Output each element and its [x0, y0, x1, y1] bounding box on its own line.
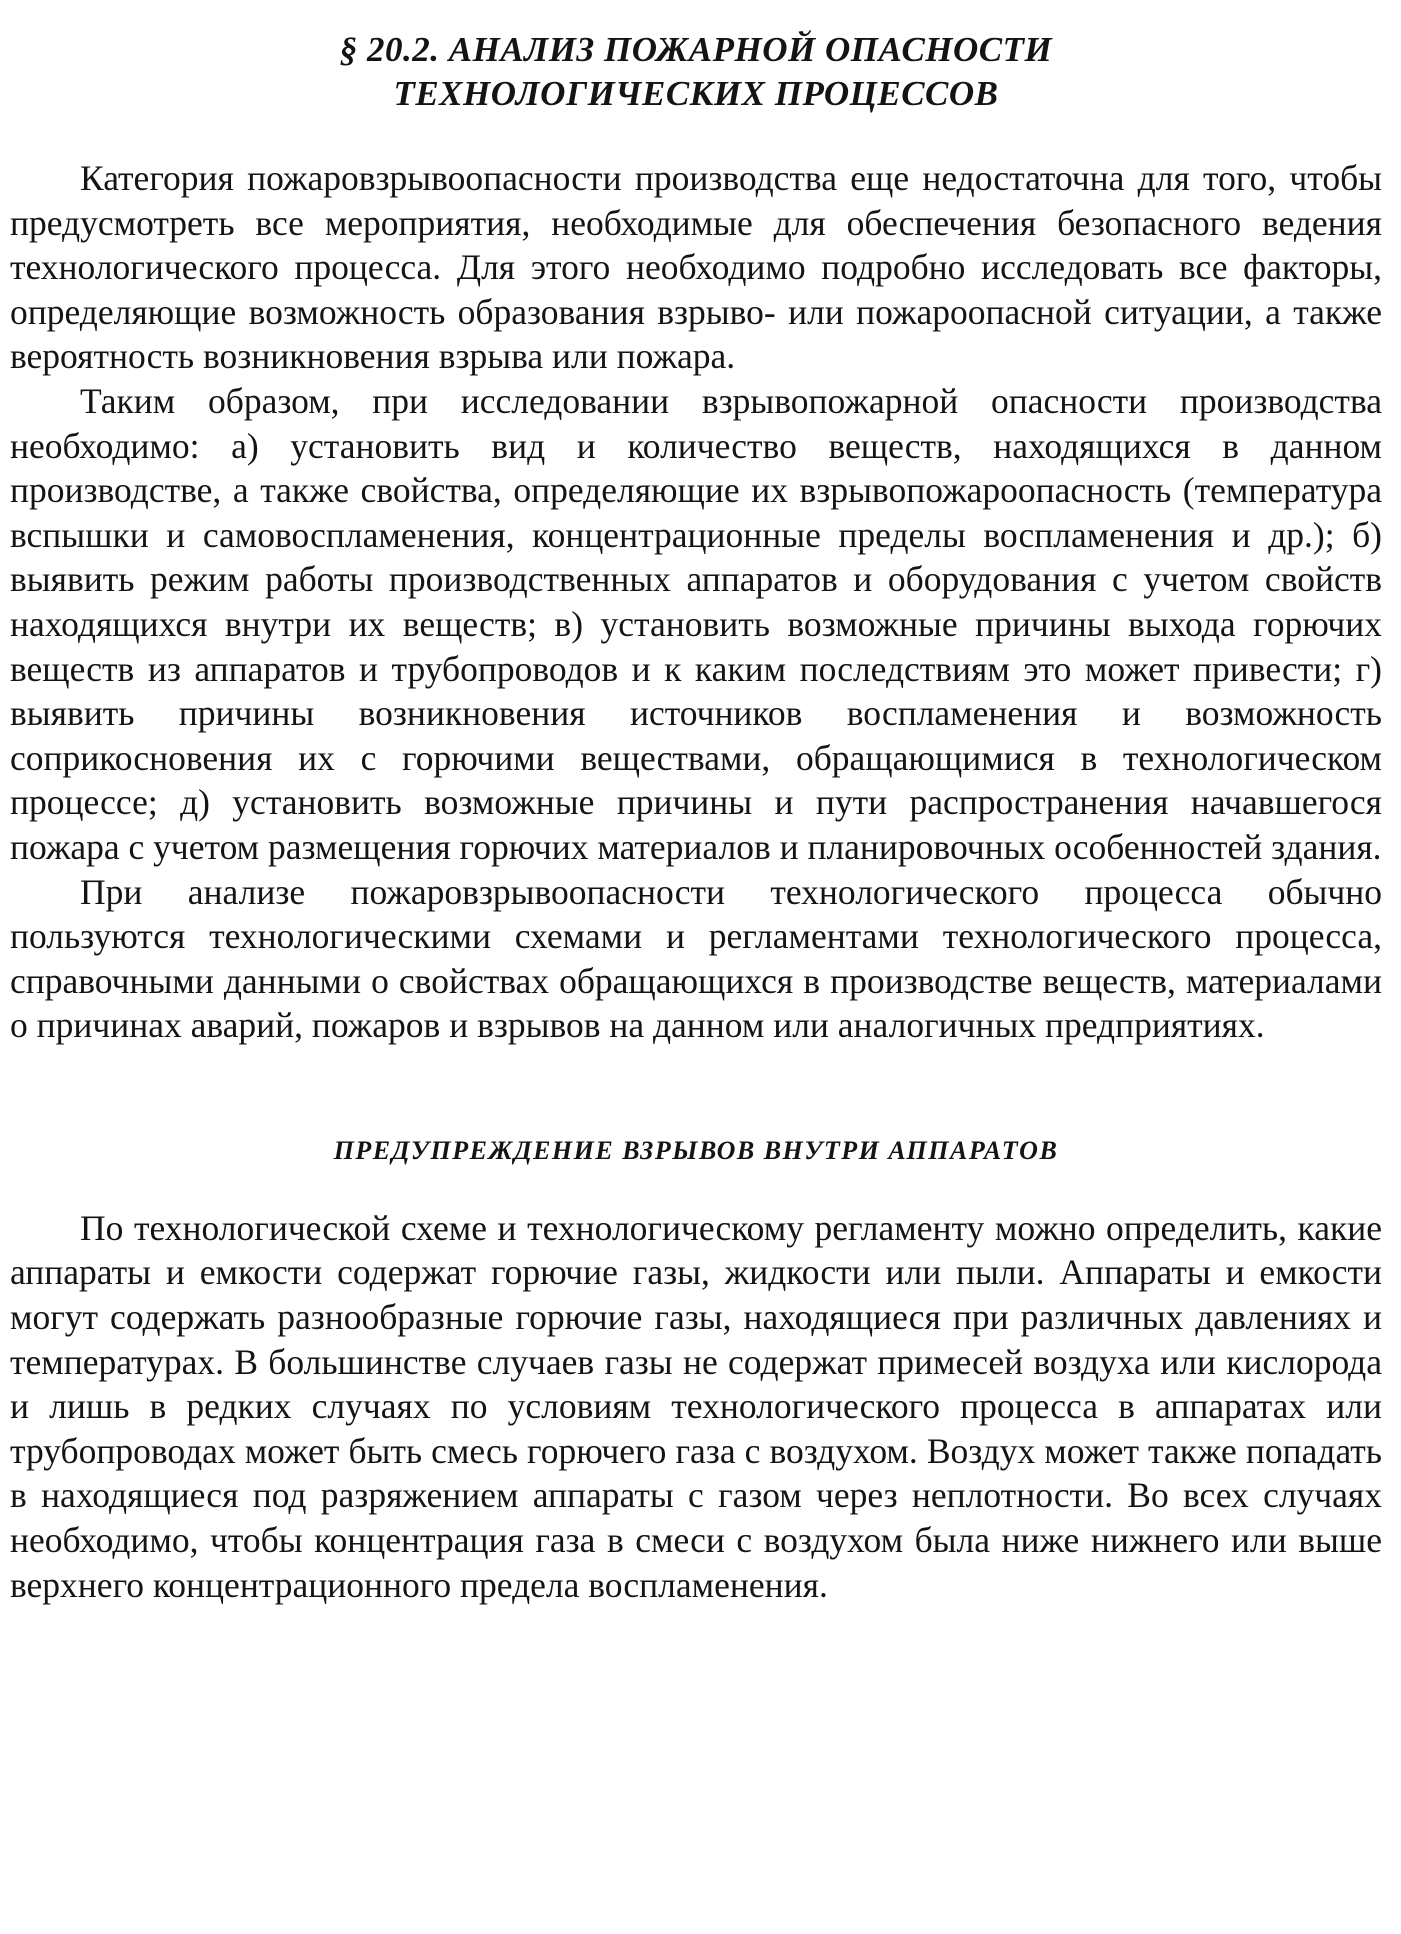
paragraph-1: Категория пожаровзрывоопасности производства еще недостаточна для того, чтобы предусмотреть все мероприятия, необходимые для обеспечения безопасного ведения технологического процесса. Для этого необходимо подробно исследовать все факторы, определяющие возможность образования взрыво- или пожароопасной ситуации, а также вероятность возникновения взрыва или пожара.: [10, 158, 1382, 377]
section-title: [10, 28, 1382, 116]
section-title-line-2: ТЕХНОЛОГИЧЕСКИХ ПРОЦЕССОВ: [393, 74, 999, 113]
paragraph-3: При анализе пожаровзрывоопасности технологического процесса обычно пользуются технологическими схемами и регламентами технологического процесса, справочными данными о свойствах обращающихся в производстве веществ, материалами о причинах аварий, пожаров и взрывов на данном или аналогичных предприятиях.: [10, 871, 1382, 1046]
section-title-line-1: § 20.2. АНАЛИЗ ПОЖАРНОЙ ОПАСНОСТИ: [339, 30, 1053, 69]
subsection-paragraph-1: По технологической схеме и технологическому регламенту можно определить, какие аппараты и емкости содержат горючие газы, жидкости или пыли. Аппараты и емкости могут содержать разнообразные горючие газы, находящиеся при различных давлениях и температурах. В большинстве случаев газы не содержат примесей воздуха или кислорода и лишь в редких случаях по условиям технологического процесса в аппаратах или трубопроводах может быть смесь горючего газа с воздухом. Воздух может также попадать в находящиеся под разряжением аппараты с газом через неплотности. Во всех случаях необходимо, чтобы концентрация газа в смеси с воздухом была ниже нижнего или выше верхнего концентрационного предела воспламенения.: [10, 1207, 1382, 1605]
paragraph-2: Таким образом, при исследовании взрывопожарной опасности производства необходимо: а) установить вид и количество веществ, находящихся в данном производстве, а также свойства, определяющие их взрывопожароопасность (температура вспышки и самовоспламенения, концентрационные пределы воспламенения и др.); б) выявить режим работы производственных аппаратов и оборудования с учетом свойств находящихся внутри их веществ; в) установить возможные причины выхода горючих веществ из аппаратов и трубопроводов и к каким последствиям это может привести; г) выявить причины возникновения источников воспламенения и возможность соприкосновения их с горючими веществами, обращающимися в технологическом процессе; д) установить возможные причины и пути распространения начавшегося пожара с учетом размещения горючих материалов и планировочных особенностей здания.: [10, 380, 1382, 867]
subsection-heading: ПРЕДУПРЕЖДЕНИЕ ВЗРЫВОВ ВНУТРИ АППАРАТОВ: [333, 1135, 1059, 1165]
document-page: [10, 28, 1382, 1607]
